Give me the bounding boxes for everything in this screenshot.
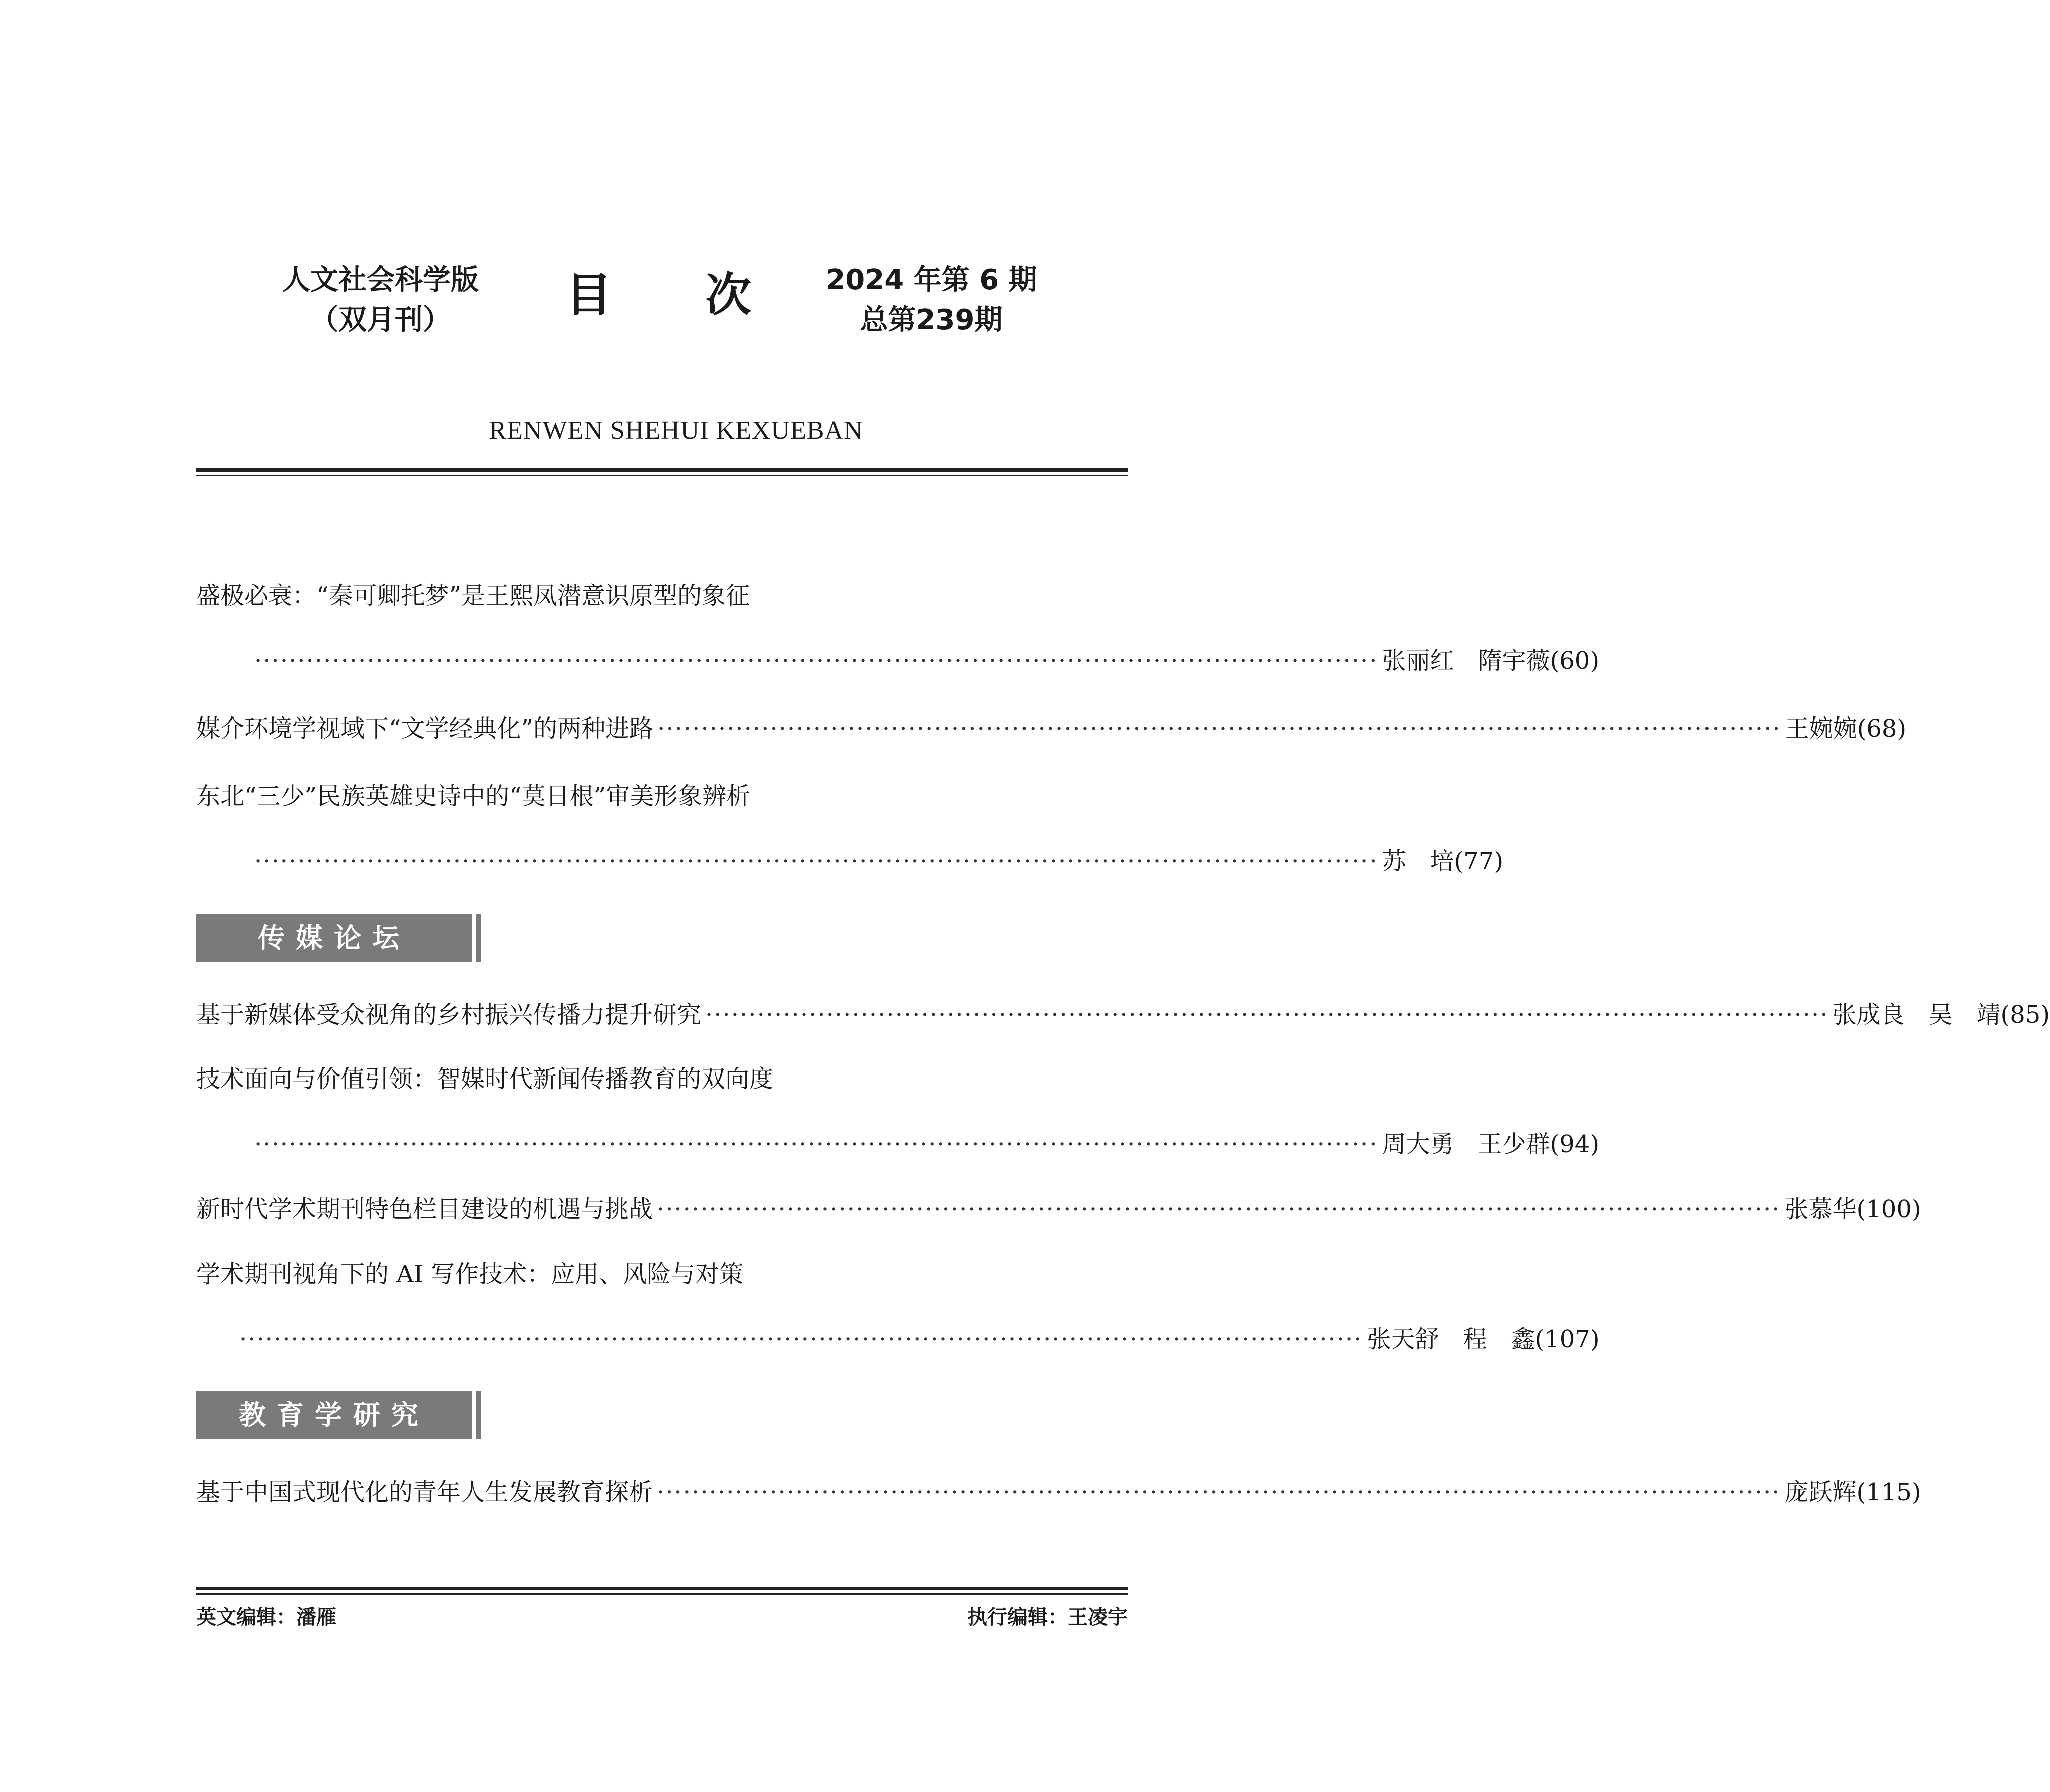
article-title: 盛极必衰：“秦可卿托梦”是王熙凤潜意识原型的象征 bbox=[196, 582, 750, 610]
toc-entry-continuation[interactable] bbox=[250, 643, 1600, 678]
article-author: 张丽红 隋宇薇(60) bbox=[1382, 647, 1600, 675]
leader-dots: ·································································································································· bbox=[254, 1130, 1378, 1158]
section-bar-edge bbox=[476, 1391, 481, 1439]
article-author: 苏 培(77) bbox=[1382, 847, 1504, 875]
header-rule-thick bbox=[196, 468, 1128, 472]
leader-dots: ·································································································································· bbox=[254, 647, 1378, 675]
article-title: 新时代学术期刊特色栏目建设的机遇与挑战 bbox=[196, 1195, 653, 1223]
latin-title: RENWEN SHEHUI KEXUEBAN bbox=[489, 416, 863, 445]
toc-entry[interactable] bbox=[196, 711, 1907, 746]
article-author: 周大勇 王少群(94) bbox=[1382, 1130, 1600, 1158]
toc-entry-continuation[interactable] bbox=[250, 844, 1504, 879]
article-author: 王婉婉(68) bbox=[1785, 714, 1907, 743]
toc-entry[interactable] bbox=[196, 779, 1128, 814]
leader-dots: ·································································································································· bbox=[254, 847, 1378, 875]
article-title: 技术面向与价值引领：智媒时代新闻传播教育的双向度 bbox=[196, 1065, 774, 1093]
article-author: 庞跃辉(115) bbox=[1784, 1478, 1921, 1506]
article-title: 基于新媒体受众视角的乡村振兴传播力提升研究 bbox=[196, 1001, 702, 1029]
toc-entry[interactable] bbox=[196, 1257, 1128, 1292]
article-title: 学术期刊视角下的 AI 写作技术：应用、风险与对策 bbox=[196, 1260, 744, 1288]
leader-dots: ·································································································································· bbox=[657, 1195, 1781, 1223]
cumulative-issue: 总第239期 bbox=[860, 304, 1003, 336]
article-author: 张天舒 程 鑫(107) bbox=[1366, 1325, 1600, 1353]
toc-title-char-1: 目 bbox=[566, 268, 612, 322]
toc-entry-continuation[interactable] bbox=[235, 1322, 1600, 1357]
leader-dots: ·································································································································· bbox=[705, 1001, 1829, 1029]
leader-dots: ·································································································································· bbox=[657, 714, 1781, 743]
toc-entry[interactable] bbox=[196, 1061, 1128, 1097]
issue-info bbox=[821, 260, 1042, 340]
toc-title-char-2: 次 bbox=[705, 268, 752, 322]
frequency-label: （双月刊） bbox=[310, 304, 451, 336]
section-label: 传媒论坛 bbox=[258, 922, 410, 954]
footer-rule-thin bbox=[196, 1593, 1128, 1595]
section-bar-edge bbox=[476, 914, 481, 962]
leader-dots: ·································································································································· bbox=[239, 1325, 1363, 1353]
article-title: 东北“三少”民族英雄史诗中的“莫日根”审美形象辨析 bbox=[196, 782, 751, 810]
article-title: 媒介环境学视域下“文学经典化”的两种进路 bbox=[196, 714, 654, 743]
toc-entry[interactable] bbox=[196, 1192, 1921, 1227]
article-title: 基于中国式现代化的青年人生发展教育探析 bbox=[196, 1478, 653, 1506]
toc-entry[interactable] bbox=[196, 1475, 1921, 1510]
executive-editor: 执行编辑：王凌宇 bbox=[967, 1606, 1128, 1629]
footer-rule-thick bbox=[196, 1587, 1128, 1590]
toc-entry[interactable] bbox=[196, 578, 1128, 613]
journal-edition bbox=[240, 260, 521, 340]
toc-entry[interactable] bbox=[196, 997, 2050, 1032]
english-editor: 英文编辑：潘雁 bbox=[196, 1606, 336, 1629]
edition-label: 人文社会科学版 bbox=[282, 264, 479, 296]
header-rule-thin bbox=[196, 475, 1128, 476]
article-author: 张成良 吴 靖(85) bbox=[1832, 1001, 2050, 1029]
issue-number: 2024 年第 6 期 bbox=[826, 264, 1037, 296]
toc-entry-continuation[interactable] bbox=[250, 1127, 1600, 1162]
leader-dots: ·································································································································· bbox=[657, 1478, 1781, 1506]
section-label: 教育学研究 bbox=[239, 1399, 429, 1431]
article-author: 张慕华(100) bbox=[1784, 1195, 1921, 1223]
